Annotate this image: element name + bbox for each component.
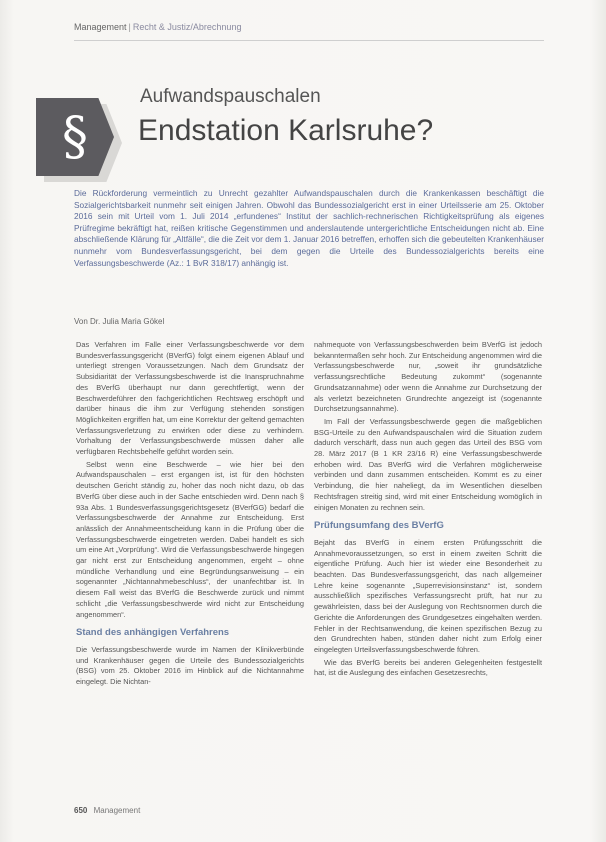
header-topic: Recht & Justiz/Abrechnung (132, 22, 242, 32)
section-heading: Stand des anhängigen Verfahrens (76, 627, 230, 639)
article-lead: Die Rückforderung vermeintlich zu Unrecht gezahlter Aufwandspauschalen durch die Krankenkassen beschäftigt die Sozialgerichtsbarkeit nunmehr seit einigen Jahren. Obwohl das Bundessozialgericht erst in einer Urteilsserie am 25. Oktober 2016 sein mit Urteil vom 1. Juli 2014 „erfundenes“ Institut der sachlich-rechnerischen Richtigkeitsprüfung als eigenes Prüfregime bekräftigt hat, reißen kritische Gegenstimmen und anderslautende untergerichtliche Entscheidungen nicht ab. Eine abschließende Klärung für „Altfälle“, die die Zeit vor dem 1. Januar 2016 betreffen, erhoffen sich die gebeutelten Krankenhäuser nunmehr vom Bundesverfassungsgericht, bei dem gegen die Urteile des Bundessozialgerichts bereits eine Verfassungsbeschwerde (Az.: 1 BvR 318/17) anhängig ist. (74, 188, 544, 268)
header-rule (74, 40, 544, 41)
article-title: Endstation Karlsruhe? (138, 114, 434, 147)
body-paragraph: Wie das BVerfG bereits bei anderen Gelegenheiten festgestellt hat, ist die Auslegung des einfachen Gesetzesrechts, (314, 657, 542, 678)
page-footer (74, 806, 140, 815)
section-heading: Prüfungsumfang des BVerfG (314, 520, 444, 532)
article-kicker: Aufwandspauschalen (140, 86, 321, 107)
header-section: Management (74, 22, 127, 32)
header-separator: | (128, 22, 131, 32)
page-number: 650 (74, 806, 88, 815)
paragraph-icon: § (62, 107, 88, 167)
body-paragraph: Die Verfassungsbeschwerde wurde im Namen der Klinikverbünde und Krankenhäuser gegen die Urteile des Bundessozialgerichts (BSG) vom 25. Oktober 2016 im Hinblick auf die Nichtannahme eingelegt. Die Nichtan- (76, 644, 304, 687)
article-author: Von Dr. Julia Maria Gökel (74, 317, 165, 326)
running-header (74, 22, 241, 32)
body-paragraph: Selbst wenn eine Beschwerde – wie hier bei den Aufwandspauschalen – erst ergangen ist, ist für den höchsten deutschen Gericht ständig zu, hoher das noch nicht dazu, ob das BVerfG über diese auch in der Sache entschieden wird. Denn nach § 93a Abs. 1 Bundesverfassungsgerichtsgesetz (BVerfGG) bedarf die Verfassungsbeschwerde der Annahme zur Entscheidung. Erst anlässlich der Annahmeentscheidung kann in die Prüfung über die Verfassungsbeschwerde eingetreten werden. Dabei handelt es sich um eine Art „Vorprüfung“. Wird die Verfassungsbeschwerde hingegen gar nicht erst zur Entscheidung angenommen, ergeht – ohne mündliche Verhandlung und eine Begründungsanweisung – ein sogenannter „Nichtannahmebeschluss“, der unanfechtbar ist. In diesem Fall weist das BVerfG die Beschwerde zurück und nimmt schlicht „die Verfassungsbeschwerde wird nicht zur Entscheidung angenommen“. (76, 459, 304, 619)
footer-label: Management (93, 806, 141, 815)
body-paragraph: nahmequote von Verfassungsbeschwerden beim BVerfG ist jedoch bekanntermaßen sehr hoch. Zur Entscheidung angenommen wird die Verfassungsbeschwerde nur, „soweit ihr grundsätzliche verfassungsrechtliche Bedeutung zukommt“ (sogenannte Grundsatzannahme) oder wenn die Annahme zur Durchsetzung der als verletzt bezeichneten Grundrechte angezeigt ist (sogenannte Durchsetzungsannahme). (314, 340, 542, 414)
body-paragraph: Das Verfahren im Falle einer Verfassungsbeschwerde vor dem Bundesverfassungsgericht (BVerfG) folgt einem eigenen Ablauf und unterliegt strengen Voraussetzungen. Nach dem Grundsatz der Subsidiarität der Verfassungsbeschwerde ist die Inanspruchnahme des BVerfG überhaupt nur dann gerechtfertigt, wenn der Beschwerdeführer den fachgerichtlichen Rechtsweg erschöpft und darüber hinaus die ihm zur Verfügung stehenden sonstigen Möglichkeiten ergriffen hat, um eine Korrektur der geltend gemachten Verfassungsverletzung zu erwirken oder diese zu verhindern. Vorhaltung der Verfassungsbeschwerde müssen daher alle verfügbaren Rechtsbehelfe geführt worden sein. (76, 340, 304, 457)
body-paragraph: Im Fall der Verfassungsbeschwerde gegen die maßgeblichen BSG-Urteile zu den Aufwandspauschalen wird die Situation zudem dadurch verschärft, dass nun auch gegen das Urteil des BSG vom 28. März 2017 (B 1 KR 23/16 R) eine Verfassungsbeschwerde erhoben wird. Das BVerfG wird die Verfahren möglicherweise verbinden und dann zusammen entscheiden. Kommt es zu einer Verbindung, die hier naheliegt, da im Wesentlichen dieselben Rechtsfragen streitig sind, wird mit einer Entscheidung womöglich in einigen Monaten zu rechnen sein. (314, 416, 542, 512)
body-column-right (314, 340, 542, 681)
body-column-left (76, 340, 304, 690)
body-paragraph: Bejaht das BVerfG in einem ersten Prüfungsschritt die Annahmevoraussetzungen, so erst in einem zweiten Schritt die eigentliche Prüfung. Auch hier ist wieder eine Besonderheit zu beachten. Das Bundesverfassungsgericht, das nach allgemeiner Lehre keine sogenannte „Superrevisionsinstanz“ ist, sondern ausschließlich spezifisches Verfassungsrecht prüft, hat nur zu gewährleisten, dass bei der Auslegung von Rechtsnormen durch die Gerichte die Anforderungen des Grundgesetzes eingehalten werden. Fehler in der Rechtsanwendung, die keinen spezifischen Bezug zu den Grundrechten haben, stünden daher nicht zum Erfolg einer eingelegten Urteilsverfassungsbeschwerde führen. (314, 537, 542, 654)
